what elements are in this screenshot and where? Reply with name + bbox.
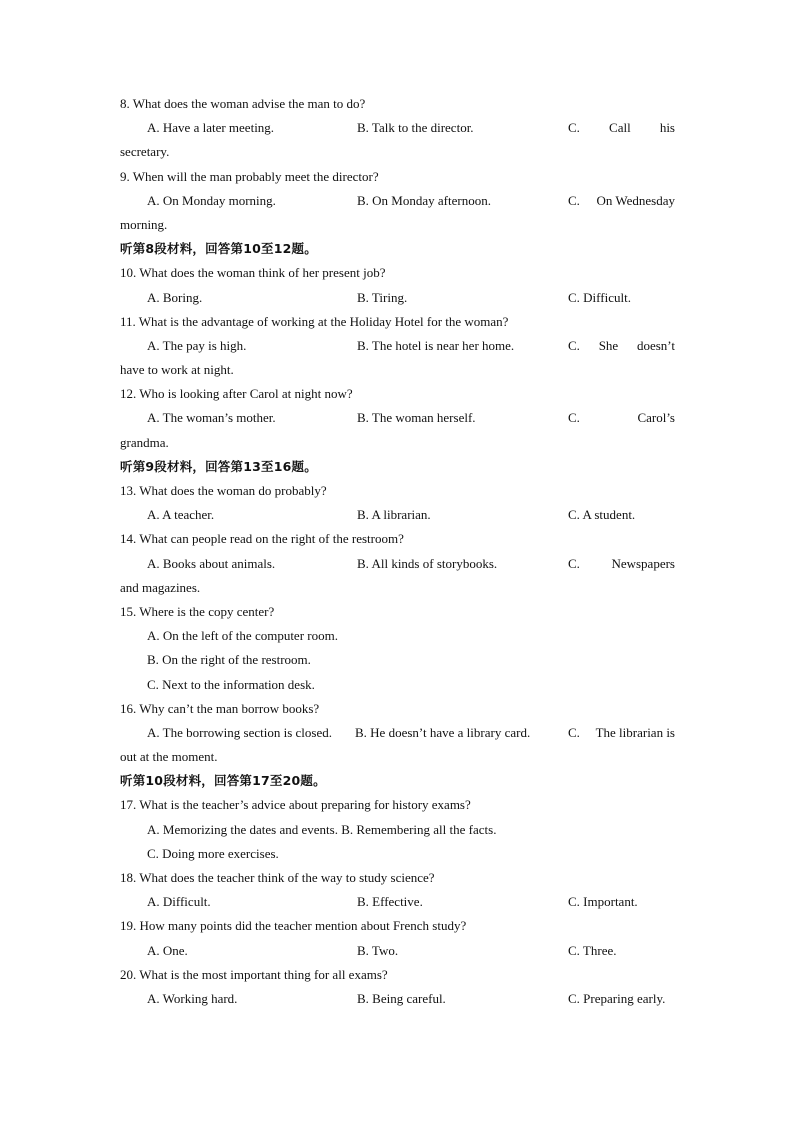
option-8-c-word: his (659, 120, 675, 136)
exam-page (120, 92, 675, 1011)
option-8-c-continuation: secretary. (120, 144, 170, 160)
option-8-b: B. Talk to the director. (357, 120, 474, 136)
option-16-a: A. The borrowing section is closed. (147, 724, 332, 740)
option-19-a: A. One. (147, 942, 188, 958)
section-heading-9: 听第9段材料，回答第13至16题。 (120, 458, 317, 474)
options-18 (147, 890, 675, 914)
option-8-a: A. Have a later meeting. (147, 120, 275, 136)
option-16-c (568, 721, 675, 745)
question-13: 13. What does the woman do probably? (120, 483, 327, 498)
question-17: 17. What is the teacher’s advice about preparing for history exams? (120, 797, 471, 813)
question-11: 11. What is the advantage of working at the Holiday Hotel for the woman? (120, 313, 509, 329)
option-10-b: B. Tiring. (357, 289, 408, 305)
option-19-b: B. Two. (357, 942, 399, 958)
options-10 (147, 286, 675, 310)
option-15-b: B. On the right of the restroom. (147, 652, 311, 668)
option-20-b: B. Being careful. (357, 990, 446, 1006)
option-18-a: A. Difficult. (147, 894, 211, 910)
option-16-c-word: C. (568, 724, 580, 740)
options-8 (147, 116, 675, 140)
section-heading-8: 听第8段材料，回答第10至12题。 (120, 241, 317, 257)
option-18-c: C. Important. (568, 894, 638, 910)
option-16-b: B. He doesn’t have a library card. (355, 724, 531, 740)
options-19 (147, 939, 675, 963)
option-13-b: B. A librarian. (357, 507, 431, 523)
option-11-a: A. The pay is high. (147, 337, 247, 353)
option-12-c-word: C. (568, 410, 580, 426)
option-14-c-word: Newspapers (611, 555, 675, 571)
question-16: 16. Why can’t the man borrow books? (120, 700, 320, 716)
option-9-b: B. On Monday afternoon. (357, 192, 491, 208)
option-12-c-word: Carol’s (637, 410, 675, 426)
question-8: 8. What does the woman advise the man to do? (120, 96, 366, 111)
question-15: 15. Where is the copy center? (120, 603, 275, 619)
option-10-c: C. Difficult. (568, 289, 631, 305)
option-8-c-word: C. (568, 120, 580, 136)
option-8-c-word: Call (609, 120, 631, 136)
option-9-c-continuation: morning. (120, 216, 168, 232)
options-14 (147, 552, 675, 576)
option-17-ab: A. Memorizing the dates and events. B. Remembering all the facts. (147, 821, 497, 837)
option-13-c: C. A student. (568, 507, 636, 523)
options-9 (147, 189, 675, 213)
option-10-a: A. Boring. (147, 289, 203, 305)
option-14-a: A. Books about animals. (147, 555, 276, 571)
option-20-c: C. Preparing early. (568, 990, 666, 1006)
question-12: 12. Who is looking after Carol at night now? (120, 386, 353, 402)
option-15-c: C. Next to the information desk. (147, 676, 315, 692)
option-13-a: A. A teacher. (147, 507, 215, 523)
option-11-c-word: She (598, 337, 619, 353)
question-10: 10. What does the woman think of her present job? (120, 265, 386, 281)
option-19-c: C. Three. (568, 942, 617, 958)
question-19: 19. How many points did the teacher mention about French study? (120, 918, 467, 934)
option-8-c (568, 116, 675, 140)
option-14-c (568, 552, 675, 576)
option-14-c-word: C. (568, 555, 580, 571)
option-16-c-continuation: out at the moment. (120, 749, 218, 765)
option-9-c-word: C. (568, 192, 580, 208)
option-12-b: B. The woman herself. (357, 410, 476, 426)
option-11-c (568, 334, 675, 358)
option-9-c (568, 189, 675, 213)
option-9-c-word: On Wednesday (596, 192, 675, 208)
options-13 (147, 503, 675, 527)
options-12 (147, 406, 675, 430)
option-14-c-continuation: and magazines. (120, 579, 201, 595)
option-11-c-word: doesn’t (636, 337, 675, 353)
question-20: 20. What is the most important thing for all exams? (120, 966, 388, 982)
question-18: 18. What does the teacher think of the way to study science? (120, 870, 435, 885)
question-14: 14. What can people read on the right of the restroom? (120, 531, 404, 547)
options-11 (147, 334, 675, 358)
option-12-a: A. The woman’s mother. (147, 410, 276, 426)
option-14-b: B. All kinds of storybooks. (357, 555, 498, 571)
question-9: 9. When will the man probably meet the director? (120, 168, 379, 184)
option-9-a: A. On Monday morning. (147, 192, 276, 208)
option-20-a: A. Working hard. (147, 990, 238, 1006)
option-16-c-word: The librarian is (595, 724, 675, 740)
option-17-c: C. Doing more exercises. (147, 845, 279, 861)
option-12-c-continuation: grandma. (120, 434, 169, 450)
option-18-b: B. Effective. (357, 894, 423, 910)
options-20 (147, 987, 675, 1011)
option-15-a: A. On the left of the computer room. (147, 628, 338, 644)
option-11-c-continuation: have to work at night. (120, 362, 234, 378)
option-12-c (568, 406, 675, 430)
option-11-c-word: C. (568, 337, 580, 353)
section-heading-10: 听第10段材料，回答第17至20题。 (120, 773, 326, 789)
option-11-b: B. The hotel is near her home. (357, 337, 515, 353)
options-16 (147, 721, 675, 745)
